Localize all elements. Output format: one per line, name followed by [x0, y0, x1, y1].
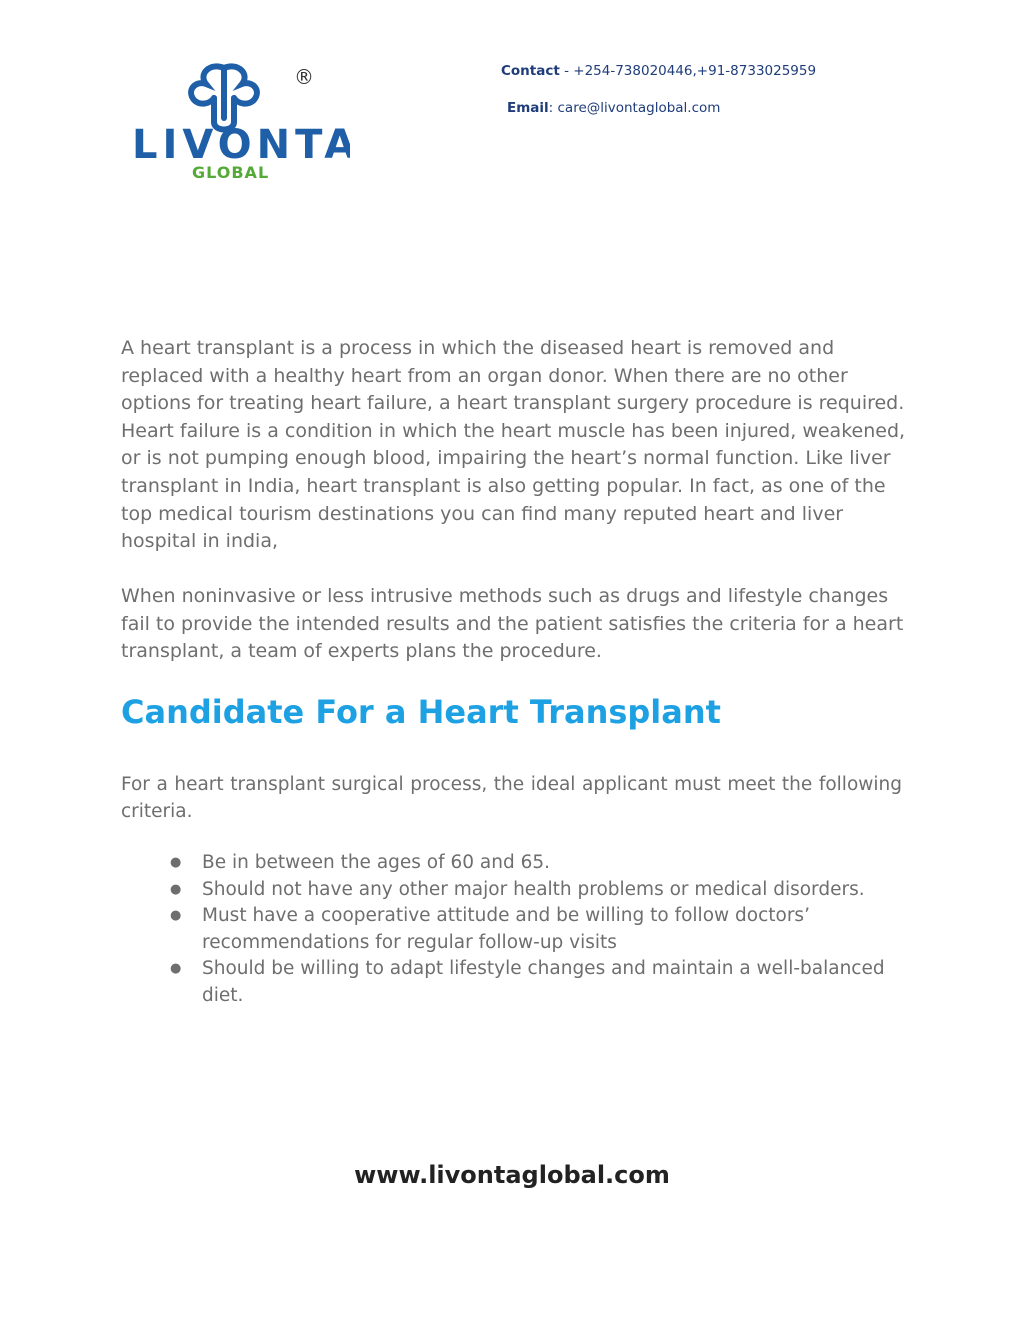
bullet-icon: ●: [170, 855, 182, 870]
section-heading: Candidate For a Heart Transplant: [121, 693, 721, 731]
livonta-logo: [128, 60, 350, 182]
contact-line: [501, 63, 816, 79]
email-label: Email: [507, 100, 549, 116]
contact-label: Contact: [501, 63, 560, 79]
list-item: [168, 956, 908, 1009]
list-item: [168, 877, 908, 904]
contact-phone: - +254-738020446,+91-8733025959: [559, 63, 817, 79]
list-item-text: Must have a cooperative attitude and be willing to follow doctors’ recommendations for regular follow-up visits: [202, 905, 810, 953]
website-link[interactable]: www.livontaglobal.com: [354, 1161, 670, 1189]
livonta-logo-icon: [128, 60, 350, 182]
bullet-icon: ●: [170, 881, 182, 897]
bullet-icon: ●: [170, 908, 182, 923]
list-item-text: Should be willing to adapt lifestyle changes and maintain a well-balanced diet.: [202, 958, 885, 1006]
list-item-text: Be in between the ages of 60 and 65.: [202, 852, 551, 873]
list-item: [168, 903, 908, 956]
criteria-intro: For a heart transplant surgical process, the ideal applicant must meet the following criteria.: [121, 774, 902, 822]
intro-paragraph: A heart transplant is a process in which the diseased heart is removed and replaced with a healthy heart from an organ donor. When there are no other options for treating heart failure, a heart transplant surgery procedure is required. Heart failure is a condition in which the heart muscle has been injured, weakened, or is not pumping enough blood, impairing the heart’s normal function. Like liver transplant in India, heart transplant is also getting popular. In fact, as one of the top medical tourism destinations you can find many reputed heart and liver hospital in india,: [121, 337, 906, 553]
list-item: [168, 850, 908, 877]
logo-wordmark: LIVONTA: [132, 122, 350, 168]
bullet-icon: ●: [170, 961, 182, 976]
list-item-text: Should not have any other major health problems or medical disorders.: [202, 878, 865, 900]
registered-mark: ®: [294, 65, 314, 89]
criteria-list: [168, 850, 908, 1009]
second-paragraph: When noninvasive or less intrusive methods such as drugs and lifestyle changes fail to provide the intended results and the patient satisfies the criteria for a heart transplant, a team of experts plans the procedure.: [121, 585, 904, 663]
email-address: : care@livontaglobal.com: [548, 100, 721, 116]
email-line: [507, 100, 720, 116]
logo-subtext: GLOBAL: [192, 163, 270, 182]
